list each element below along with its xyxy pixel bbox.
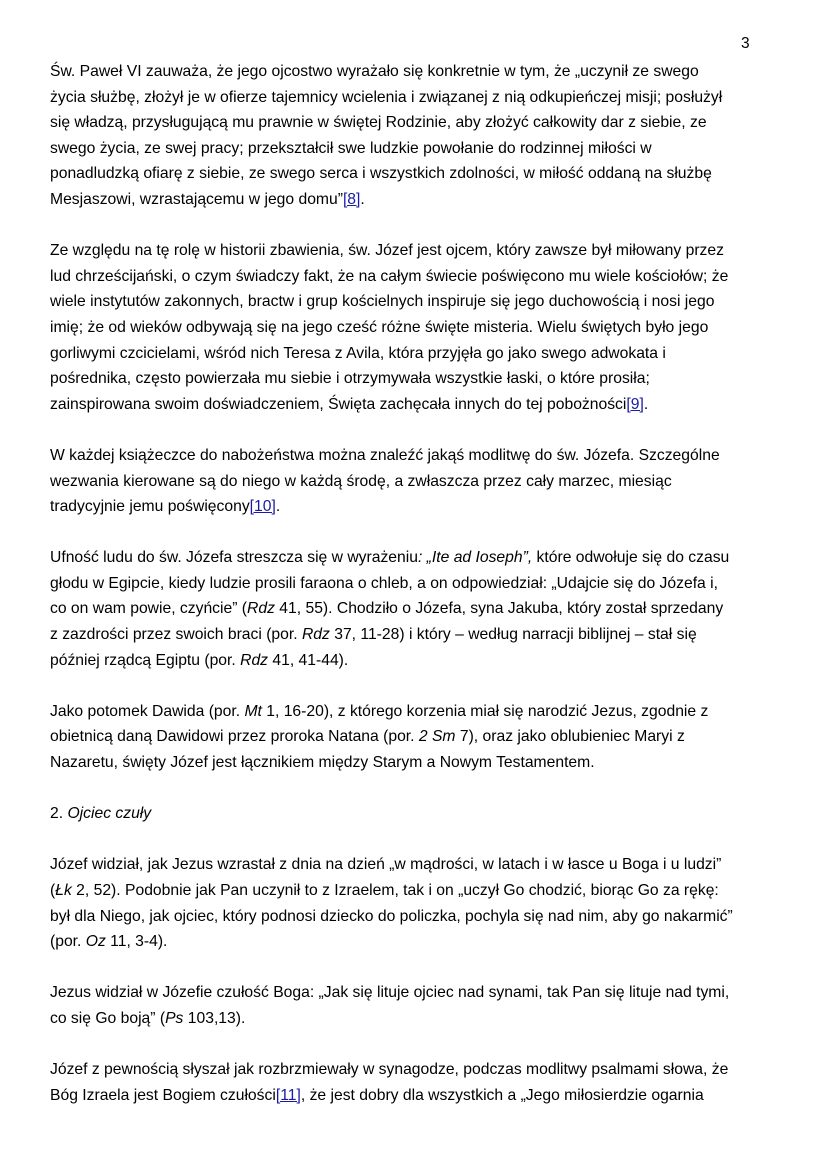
text-segment: lud chrześcijański, o czym świadczy fakt, że na całym świecie poświęcono mu wiele kościołów; że [50, 267, 729, 285]
text-line [50, 596, 792, 622]
italic-text: Rdz [240, 651, 269, 669]
text-segment: Ufność ludu do św. Józefa streszcza się w wyrażeniu [50, 549, 418, 567]
text-segment: z zazdrości przez swoich braci (por. [50, 626, 302, 644]
paragraph [50, 1057, 792, 1108]
text-segment: W każdej książeczce do nabożeństwa można znaleźć jakąś modlitwę do św. Józefa. Szczególne [50, 446, 720, 464]
text-segment: wiele instytutów zakonnych, bractw i grup kościelnych inspiruje się jego duchowością i nosi jego [50, 293, 715, 311]
text-line [50, 110, 792, 136]
text-line [50, 801, 792, 827]
text-line [50, 699, 792, 725]
text-segment: tradycyjnie jemu poświęcony [50, 498, 250, 516]
text-line [50, 1083, 792, 1109]
text-segment: 7), oraz jako oblubieniec Maryi z [455, 728, 685, 746]
paragraph [50, 59, 792, 213]
text-segment: . [275, 498, 281, 516]
text-segment: Ze względu na tę rolę w historii zbawienia, św. Józef jest ojcem, który zawsze był miłowany przez [50, 242, 724, 260]
text-line [50, 878, 792, 904]
text-segment: imię; że od wieków odbywają się na jego cześć różne święte misteria. Wielu świętych było jego [50, 318, 709, 336]
text-line [50, 161, 792, 187]
text-line [50, 136, 792, 162]
text-segment: co się Go boją” ( [50, 1009, 166, 1027]
document-body [50, 59, 792, 1134]
footnote-link[interactable]: [11] [275, 1086, 301, 1104]
text-line [50, 571, 792, 597]
text-segment: 41, 55). Chodziło o Józefa, syna Jakuba, który został sprzedany [274, 600, 724, 618]
italic-text: Łk [55, 882, 72, 899]
text-line [50, 289, 792, 315]
text-segment: się władzą, przysługującą mu prawnie w świętej Rodzinie, aby złożyć całkowity dar z siebie, ze [50, 114, 707, 132]
text-segment: 37, 11-28) i który – według narracji biblijnej – stał się [329, 626, 697, 644]
text-line [50, 1006, 792, 1032]
text-segment: swego życia, ze swej pracy; przekształcił swe ludzkie powołanie do rodzinnej miłości w [50, 139, 652, 157]
text-line [50, 443, 792, 469]
italic-text: Ps [165, 1009, 184, 1027]
text-segment: 103,13). [183, 1009, 246, 1027]
text-segment: Jezus widział w Józefie czułość Boga: „Jak się lituje ojciec nad synami, tak Pan się lituje nad tymi, [50, 984, 730, 1002]
italic-text: Oz [85, 933, 106, 951]
text-line [50, 904, 792, 930]
text-line [50, 622, 792, 648]
text-line [50, 59, 792, 85]
paragraph [50, 699, 792, 776]
italic-text: : „Ite ad Ioseph”, [417, 549, 533, 567]
text-segment: zainspirowana swoim doświadczeniem, Święta zachęcała innych do tej pobożności [50, 395, 627, 413]
text-segment: . [643, 395, 649, 413]
paragraph [50, 238, 792, 417]
text-line [50, 750, 792, 776]
text-line [50, 494, 792, 520]
text-segment: później rządcą Egiptu (por. [50, 651, 241, 669]
text-segment: Nazaretu, święty Józef jest łącznikiem między Starym a Nowym Testamentem. [50, 754, 595, 772]
text-segment: . [360, 190, 365, 208]
text-segment: Św. Paweł VI zauważa, że jego ojcostwo wyrażało się konkretnie w tym, że „uczynił ze swego [50, 63, 699, 80]
italic-text: Rdz [247, 600, 275, 618]
text-segment: pośrednika, często powierzała mu siebie i otrzymywała wszystkie łaski, o które prosiła; [50, 370, 650, 388]
text-line [50, 187, 792, 213]
text-segment: 2. [50, 805, 68, 823]
text-line [50, 929, 792, 955]
text-line [50, 1057, 792, 1083]
paragraph [50, 443, 792, 520]
text-segment: głodu w Egipcie, kiedy ludzie prosili faraona o chleb, a on odpowiedział: „Udajcie się do Józefa i, [50, 574, 718, 592]
page-number: 3 [741, 35, 750, 52]
text-segment: Józef z pewnością słyszał jak rozbrzmiewały w synagodze, podczas modlitwy psalmami słowa, że [50, 1061, 729, 1079]
italic-text: 2 Sm [418, 728, 456, 746]
text-line [50, 980, 792, 1006]
text-line [50, 85, 792, 111]
text-line [50, 648, 792, 674]
text-segment: , że jest dobry dla wszystkich a „Jego miłosierdzie ogarnia [300, 1086, 704, 1104]
italic-text: Rdz [301, 626, 330, 644]
footnote-link[interactable]: [9] [626, 395, 644, 413]
text-segment: gorliwymi czcicielami, wśród nich Teresa z Avila, która przyjęła go jako swego adwokata i [50, 344, 666, 362]
paragraph [50, 852, 792, 954]
text-line [50, 724, 792, 750]
text-segment: 11, 3-4). [105, 933, 168, 951]
text-line [50, 545, 792, 571]
paragraph [50, 545, 792, 673]
text-segment: 41, 41-44). [268, 651, 349, 669]
text-line [50, 469, 792, 495]
text-segment: (por. [50, 933, 86, 951]
text-line [50, 264, 792, 290]
text-line [50, 238, 792, 264]
text-segment: 1, 16-20), z którego korzenia miał się narodzić Jezus, zgodnie z [261, 702, 709, 720]
text-segment: wezwania kierowane są do niego w każdą środę, a zwłaszcza przez cały marzec, miesiąc [50, 472, 672, 490]
footnote-link[interactable]: [8] [342, 190, 361, 208]
paragraph [50, 980, 792, 1031]
text-segment: Bóg Izraela jest Bogiem czułości [50, 1086, 276, 1104]
text-segment: ponadludzką ofiarę z siebie, ze swego serca i wszystkich zdolności, w miłość oddaną na służbę [50, 165, 712, 183]
text-line [50, 315, 792, 341]
text-segment: Mesjaszowi, wzrastającemu w jego domu” [50, 190, 343, 208]
italic-text: Mt [244, 702, 262, 720]
text-line [50, 366, 792, 392]
text-segment: 2, 52). Podobnie jak Pan uczynił to z Izraelem, tak i on „uczył Go chodzić, biorąc Go za rękę: [71, 882, 719, 899]
paragraph [50, 801, 792, 827]
italic-text: Ojciec czuły [67, 805, 152, 823]
text-segment: które odwołuje się do czasu [532, 549, 730, 567]
text-segment: Jako potomek Dawida (por. [50, 702, 245, 720]
text-line [50, 341, 792, 367]
text-segment: co on wam powie, czyńcie” ( [50, 600, 248, 618]
text-segment: Józef widział, jak Jezus wzrastał z dnia na dzień „w mądrości, w latach i w łasce u Boga i u ludzi” [50, 856, 722, 874]
footnote-link[interactable]: [10] [249, 498, 276, 516]
text-segment: życia służbę, złożył je w ofierze tajemnicy wcielenia i związanej z nią odkupieńczej misji; posłużył [50, 88, 723, 106]
text-segment: obietnicą daną Dawidowi przez proroka Natana (por. [50, 728, 419, 746]
text-segment: był dla Niego, jak ojciec, który podnosi dziecko do policzka, pochyla się nad nim, aby go nakarmić” [50, 907, 733, 925]
text-line [50, 392, 792, 418]
text-line [50, 852, 792, 878]
text-segment: ( [50, 882, 56, 899]
